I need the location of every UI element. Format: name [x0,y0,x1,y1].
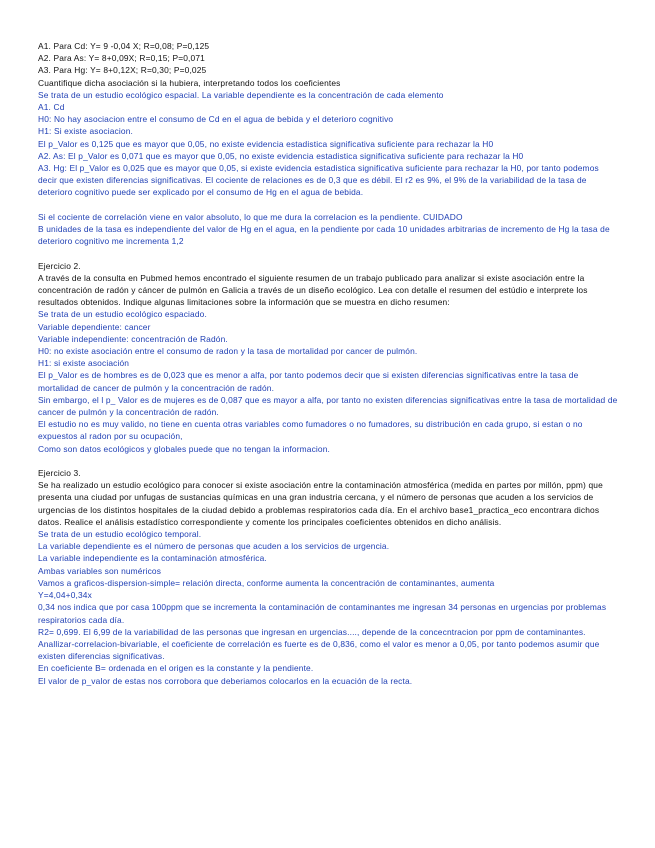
answer-line: Como son datos ecológicos y globales puede que no tengan la informacion. [38,443,331,454]
answer-line: A3. Hg: El p_Valor es 0,025 que es mayor que 0,05, si existe evidencia estadistica significativa suficiente para rechazar la H0, por tanto podemos decir que existen diferencias significativas. El cociente de relaciones es de 0,3 que es débil. El r2 es 9%, el 9% de la variabilidad de la tasa de deterioro cognitivo puede ser explicado por el consumo de Hg en el agua de bebida. [38,163,599,198]
answer-line: Anallizar-correlacion-bivariable, el coeficiente de correlación es fuerte es de 0,836, como el valor es menor a 0,05, por tanto podemos asumir que existen diferencias significativas. [38,638,600,662]
answer-line: El p_Valor es de hombres es de 0,023 que es menor a alfa, por tanto podemos decir que si existen diferencias significativas entre la tasa de mortalidad de cancer de pulmón y la concentración de radón. [38,370,579,393]
answer-line: El estudio no es muy valido, no tiene en cuenta otras variables como fumadores o no fumadores, su distribución en cada grupo, si estan o no expuestos al radon por su ocupación, [38,419,583,442]
result-a2: A2. Para As: Y= 8+0,09X; R=0,15; P=0,071 [38,53,205,64]
exercise-2-statement: A través de la consulta en Pubmed hemos encontrado el siguiente resumen de un trabajo publicado para analizar si existe asociación entre la concentración de radón y cáncer de pulmón en Galicia a través de un diseño ecológico. Lea con detalle el resumen del estúdio e interprete los resultados obtenidos. Indique algunas limitaciones sobre la información que se muestra en dicho resumen: [38,272,588,308]
answer-line: Sin embargo, el l p_ Valor es de mujeres es de 0,087 que es mayor a alfa, por tanto no existen diferencias significativas entre la tasa de mortalidad de cancer de pulmón y la concentración de radón. [38,394,618,418]
answer-line: Variable dependiente: cancer [38,321,151,332]
spacer [38,199,620,211]
spacer [38,455,620,467]
exercise-3-title: Ejercicio 3. [38,468,81,479]
exercise-3-statement: Se ha realizado un estudio ecológico para conocer si existe asociación entre la contaminación atmosférica (medida en partes por millón, ppm) que presenta una ciudad por unfugas de sustancias químicas en una gran industria cercana, y el número de personas que acuden a los servicios de urgencias de los distintos hospitales de la ciudad debido a problemas respiratorios cada día. En el archivo base1_practica_eco encontrara dichos datos. Realice el análisis estadístico correspondiente y comente los principales coeficientes obtenidos en dicho análisis. [38,480,603,527]
result-a1: A1. Para Cd: Y= 9 -0,04 X; R=0,08; P=0,125 [38,41,210,51]
answer-line: La variable dependiente es el número de personas que acuden a los servicios de urgencia. [38,541,390,552]
answer-line: H0: no existe asociación entre el consumo de radon y la tasa de mortalidad por cancer de pulmón. [38,346,418,357]
answer-line: H0: No hay asociacion entre el consumo de Cd en el agua de bebida y el deterioro cognitivo [38,114,394,125]
answer-line: Se trata de un estudio ecológico espaciado. [38,309,207,320]
answer-line: En coeficiente B= ordenada en el origen es la constante y la pendiente. [38,663,314,674]
answer-line: Y=4,04+0,34x [38,590,92,601]
note-line: B unidades de la tasa es independiente del valor de Hg en el agua, en la pendiente por cada 10 unidades arbitrarias de incremento de Hg la tasa de deterioro cognitivo me incrementa 1,2 [38,224,610,247]
answer-line: A2. As: El p_Valor es 0,071 que es mayor que 0,05, no existe evidencia estadistica significativa suficiente para rechazar la H0 [38,150,524,161]
answer-line: Se trata de un estudio ecológico temporal. [38,529,202,540]
answer-line: El p_Valor es 0,125 que es mayor que 0,05, no existe evidencia estadistica significativa suficiente para rechazar la H0 [38,138,494,149]
answer-line: Ambas variables son numéricos [38,565,162,576]
answer-line: Vamos a graficos-dispersion-simple= relación directa, conforme aumenta la concentración de contaminantes, aumenta [38,577,495,588]
question-text: Cuantifique dicha asociación si la hubiera, interpretando todos los coeficientes [38,77,341,88]
spacer [38,247,620,259]
note-line: Si el cociente de correlación viene en valor absoluto, lo que me dura la correlacion es la pendiente. CUIDADO [38,211,463,222]
answer-line: La variable independiente es la contaminación atmosférica. [38,553,267,564]
answer-line: H1: Si existe asociacion. [38,126,133,137]
answer-line: R2= 0,699. El 6,99 de la variabilidad de las personas que ingresan en urgencias...., depende de la concecntracion por ppm de contaminantes. [38,626,586,637]
document-page [38,40,620,687]
answer-line: El valor de p_valor de estas nos corrobora que deberiamos colocarlos en la ecuación de la recta. [38,675,413,686]
result-a3: A3. Para Hg: Y= 8+0,12X; R=0,30; P=0,025 [38,65,207,76]
answer-line: Variable independiente: concentración de Radón. [38,333,228,344]
exercise-2-title: Ejercicio 2. [38,260,81,271]
answer-line: A1. Cd [38,102,65,113]
answer-line: H1: si existe asociación [38,358,130,369]
answer-line: Se trata de un estudio ecológico espacial. La variable dependiente es la concentración de cada elemento [38,89,444,100]
answer-line: 0,34 nos indica que por casa 100ppm que se incrementa la contaminación de contaminantes me ingresan 34 personas en urgencias por problemas respiratorios cada día. [38,602,607,625]
